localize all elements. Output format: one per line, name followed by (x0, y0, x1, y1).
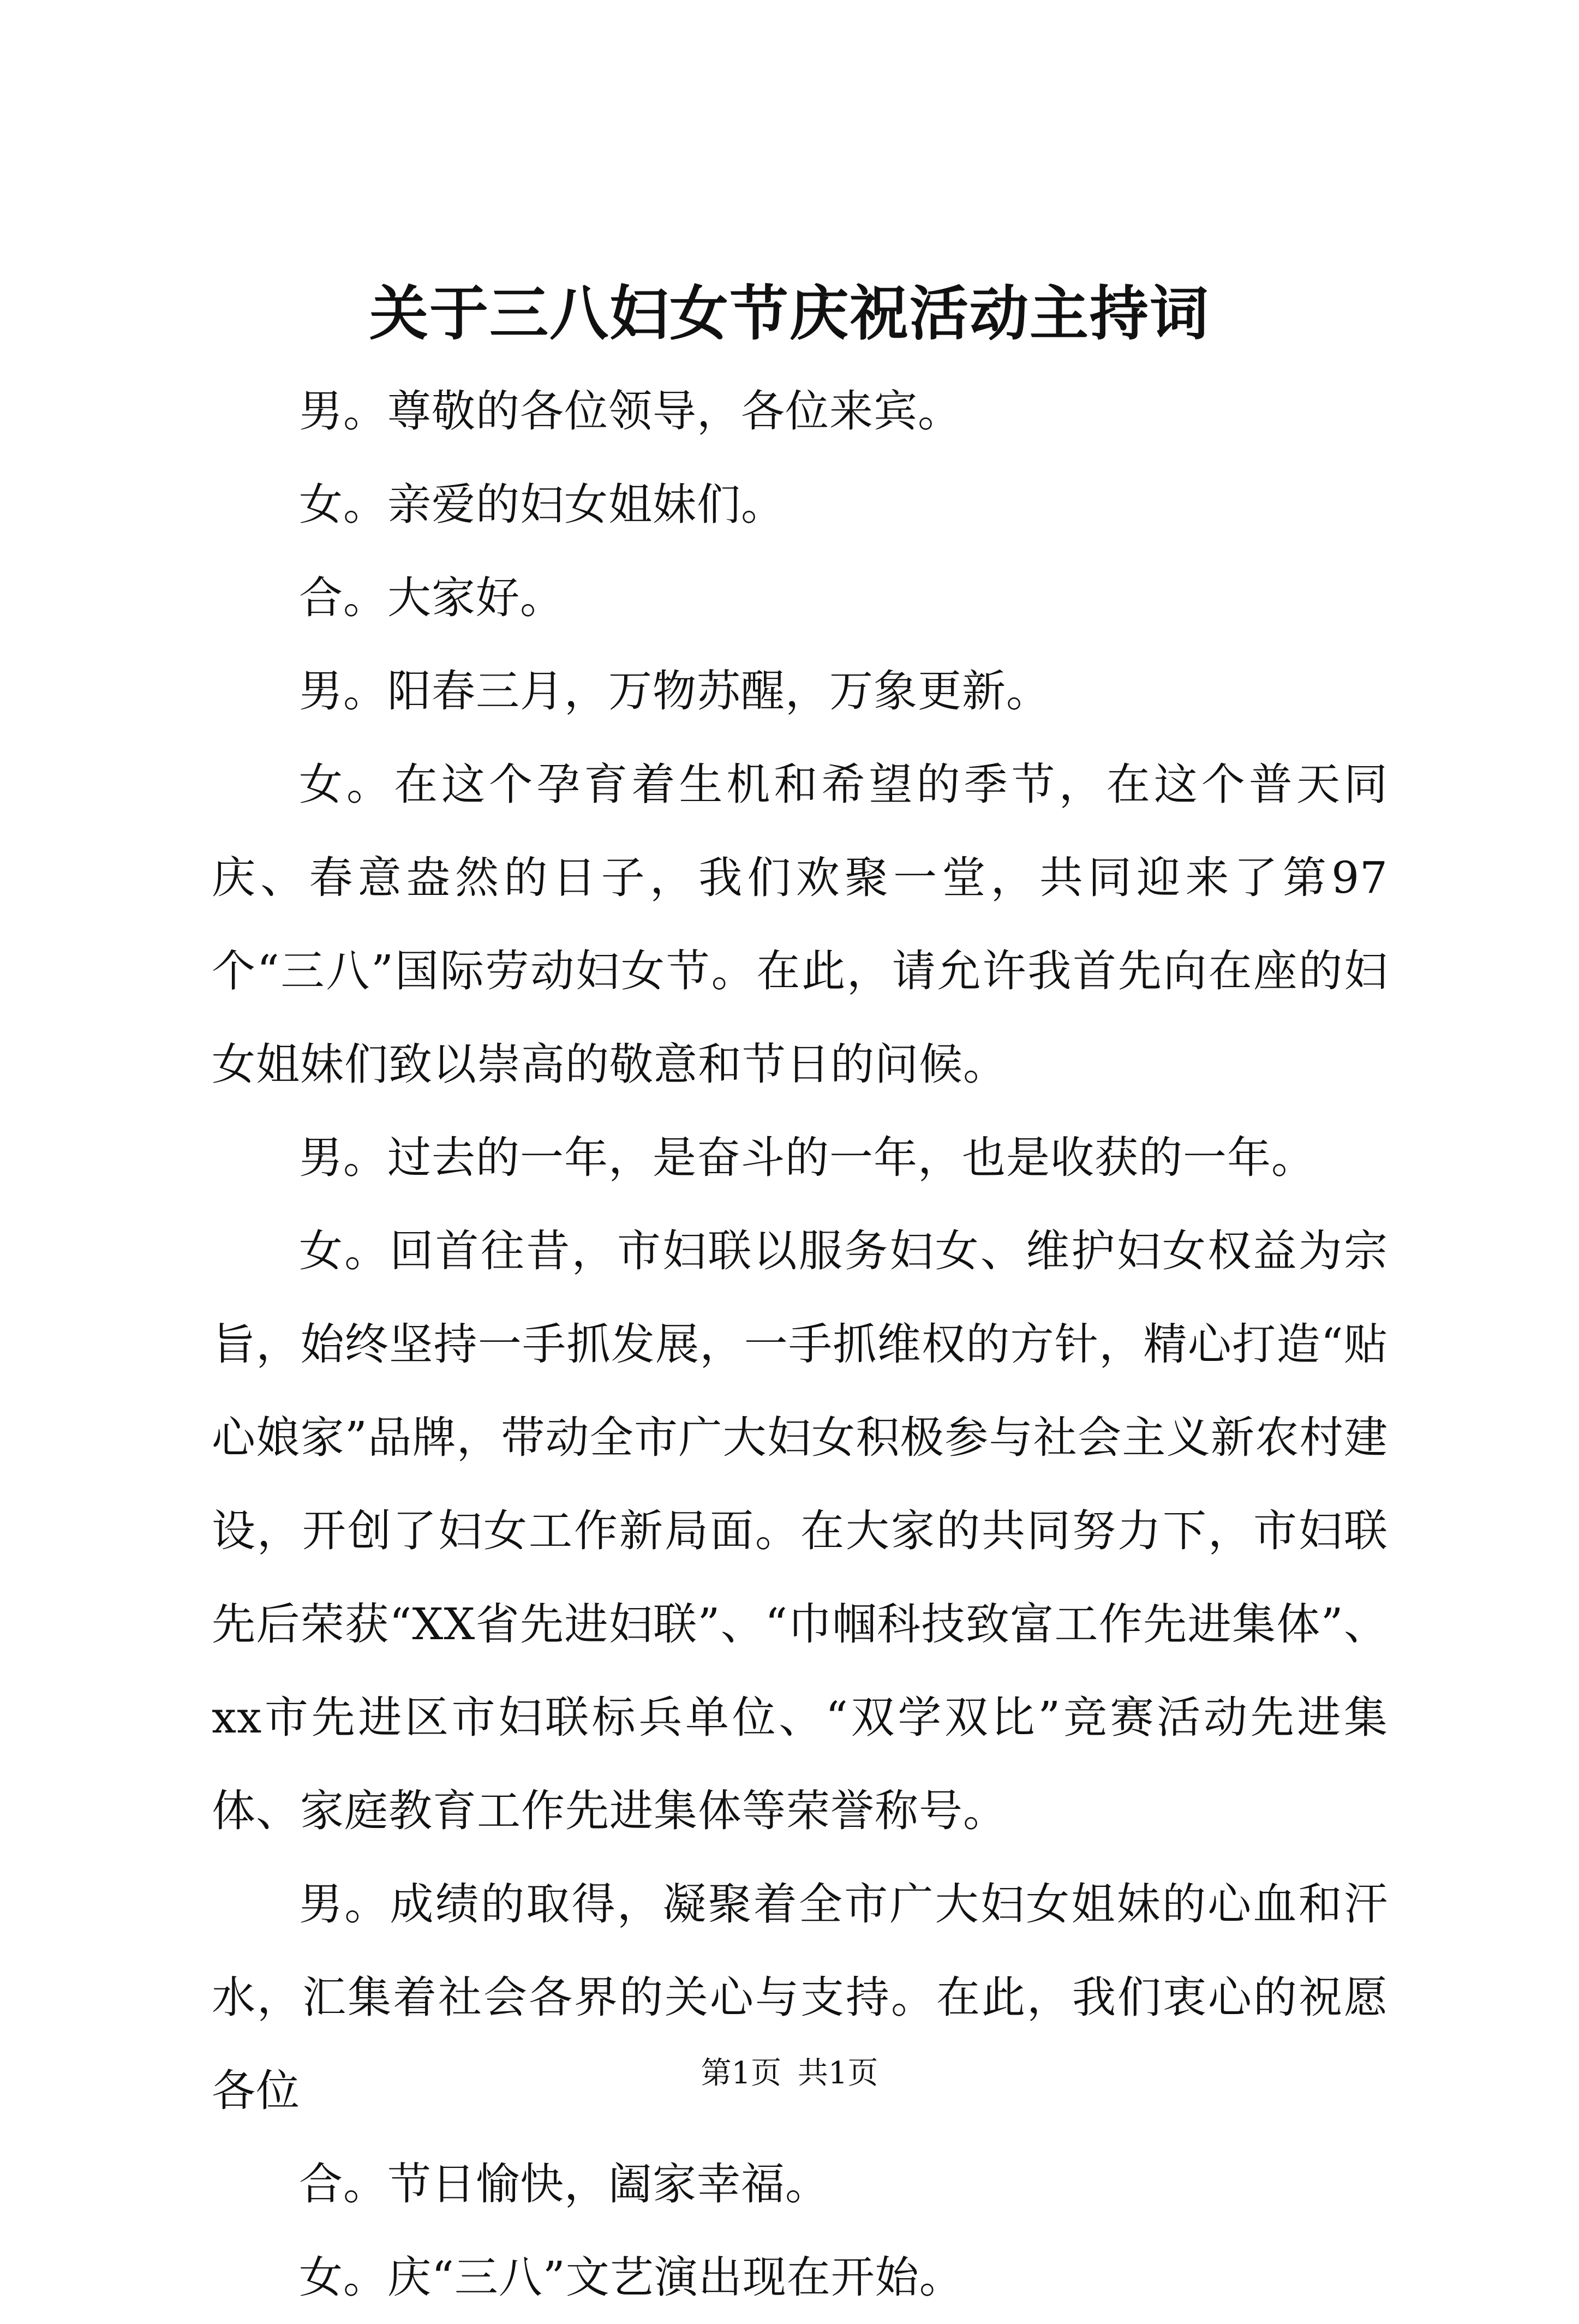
paragraph: 女。亲爱的妇女姐妹们。 (299, 479, 785, 530)
paragraph: 男。过去的一年，是奋斗的一年，也是收获的一年。 (299, 1132, 1315, 1183)
page-total: 共1页 (797, 2056, 878, 2091)
page-number: 第1页 (701, 2056, 782, 2091)
document-body (212, 365, 1388, 2324)
paragraph: 女。在这个孕育着生机和希望的季节，在这个普天同庆、春意盎然的日子，我们欢聚一堂，共同迎来了第97个“三八”国际劳动妇女节。在此，请允许我首先向在座的妇女姐妹们致以崇高的敬意和节日的问候。 (212, 759, 1388, 1090)
paragraph: 男。尊敬的各位领导，各位来宾。 (299, 386, 962, 437)
paragraph: 男。成绩的取得，凝聚着全市广大妇女姐妹的心血和汗水，汇集着社会各界的关心与支持。在此，我们衷心的祝愿各位 (212, 1879, 1388, 2116)
page-footer (0, 2052, 1579, 2095)
document-title: 关于三八妇女节庆祝活动主持词 (369, 279, 1210, 348)
paragraph: 合。大家好。 (299, 572, 564, 623)
paragraph: 合。节日愉快，阖家幸福。 (299, 2159, 829, 2209)
paragraph: 女。回首往昔，市妇联以服务妇女、维护妇女权益为宗旨，始终坚持一手抓发展，一手抓维权的方针，精心打造“贴心娘家”品牌，带动全市广大妇女积极参与社会主义新农村建设，开创了妇女工作新局面。在大家的共同努力下，市妇联先后荣获“XX省先进妇联”、“巾帼科技致富工作先进集体”、xx市先进区市妇联标兵单位、“双学双比”竞赛活动先进集体、家庭教育工作先进集体等荣誉称号。 (212, 1226, 1388, 1836)
paragraph: 女。庆“三八”文艺演出现在开始。 (299, 2252, 964, 2303)
paragraph: 男。阳春三月，万物苏醒，万象更新。 (299, 666, 1050, 716)
